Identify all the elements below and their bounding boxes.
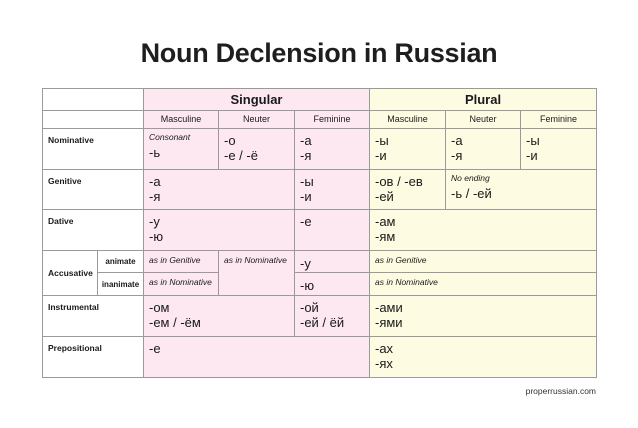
nom-sg-masc [144, 129, 219, 170]
ending-note: No ending [451, 173, 490, 183]
acc-inan-sg-fem [295, 273, 370, 296]
animate-label: animate [98, 251, 144, 273]
acc-anim-sg-masc [144, 251, 219, 273]
ending: -а [300, 133, 312, 148]
prep-sg [144, 337, 370, 378]
acc-sg-neut [219, 251, 295, 296]
ending: -и [300, 189, 312, 204]
ending: -е / -ё [224, 148, 258, 163]
case-label: Genitive [43, 170, 144, 210]
ending: -ы [300, 174, 314, 189]
accusative-animate-row [43, 251, 597, 273]
nom-sg-neut [219, 129, 295, 170]
corner-cell-lower [43, 111, 144, 129]
page-title: Noun Declension in Russian [140, 38, 498, 68]
gen-pl-neut-fem [446, 170, 597, 210]
acc-inan-pl [370, 273, 597, 296]
dat-sg-fem [295, 210, 370, 251]
ending-note: Consonant [149, 132, 191, 142]
ending: -ы [526, 133, 540, 148]
ending: -ями [375, 315, 403, 330]
ending: -а [451, 133, 463, 148]
genitive-row [43, 170, 597, 210]
dative-row [43, 210, 597, 251]
sg-neuter-header: Neuter [219, 111, 295, 129]
pl-feminine-header: Feminine [521, 111, 597, 129]
ending: -у [300, 255, 311, 271]
sg-masculine-header: Masculine [144, 111, 219, 129]
ending-note: as in Genitive [149, 255, 201, 265]
ending: -и [375, 148, 387, 163]
acc-inan-sg-masc [144, 273, 219, 296]
ending-note: as in Genitive [375, 255, 427, 265]
case-label: Accusative [43, 251, 98, 296]
nom-pl-masc [370, 129, 446, 170]
ending: -а [149, 174, 161, 189]
ending: -ам [375, 214, 396, 229]
ending: -ю [149, 229, 164, 244]
dat-sg-masc-neut [144, 210, 295, 251]
corner-cell [43, 89, 144, 111]
ins-sg-fem [295, 296, 370, 337]
prepositional-row [43, 337, 597, 378]
ending: -ь / -ей [451, 186, 492, 201]
gen-pl-masc [370, 170, 446, 210]
inanimate-label: inanimate [98, 273, 144, 296]
nom-pl-neut [446, 129, 521, 170]
ending: -ах [375, 341, 394, 356]
gen-sg-masc-neut [144, 170, 295, 210]
nom-sg-fem [295, 129, 370, 170]
ending: -ь [149, 145, 161, 160]
ending: -ям [375, 229, 396, 244]
pl-masculine-header: Masculine [370, 111, 446, 129]
plural-header: Plural [370, 89, 597, 111]
ending-note: as in Nominative [224, 255, 287, 265]
ending: -я [451, 148, 463, 163]
nom-pl-fem [521, 129, 597, 170]
ending: -ем / -ём [149, 315, 201, 330]
acc-anim-sg-fem [295, 251, 370, 273]
ending: -ей / ёй [300, 315, 345, 330]
ending: -я [149, 189, 161, 204]
gen-sg-fem [295, 170, 370, 210]
instrumental-row [43, 296, 597, 337]
pl-neuter-header: Neuter [446, 111, 521, 129]
ending: -ов / -ев [375, 174, 423, 189]
ending-note: as in Nominative [375, 277, 438, 287]
ending: -ю [300, 278, 315, 293]
ending: -ях [375, 356, 393, 371]
prep-pl [370, 337, 597, 378]
acc-anim-pl [370, 251, 597, 273]
sg-feminine-header: Feminine [295, 111, 370, 129]
dat-pl [370, 210, 597, 251]
ending: -ом [149, 300, 170, 315]
ending: -я [300, 148, 312, 163]
ending: -ами [375, 300, 403, 315]
ending-note: as in Nominative [149, 277, 212, 287]
ending: -ы [375, 133, 389, 148]
ending: -у [149, 214, 160, 229]
case-label: Nominative [43, 129, 144, 170]
site-credit: properrussian.com [525, 386, 596, 396]
case-label: Dative [43, 210, 144, 251]
ending: -ой [300, 300, 319, 315]
ins-sg-masc-neut [144, 296, 295, 337]
ending: -о [224, 133, 236, 148]
singular-header: Singular [144, 89, 370, 111]
accusative-inanimate-row [43, 273, 597, 296]
ins-pl [370, 296, 597, 337]
ending: -е [149, 341, 161, 356]
nominative-row [43, 129, 597, 170]
ending: -ей [375, 189, 394, 204]
case-label: Prepositional [43, 337, 144, 378]
ending: -е [300, 214, 312, 229]
ending: -и [526, 148, 538, 163]
case-label: Instrumental [43, 296, 144, 337]
declension-table [42, 88, 597, 378]
